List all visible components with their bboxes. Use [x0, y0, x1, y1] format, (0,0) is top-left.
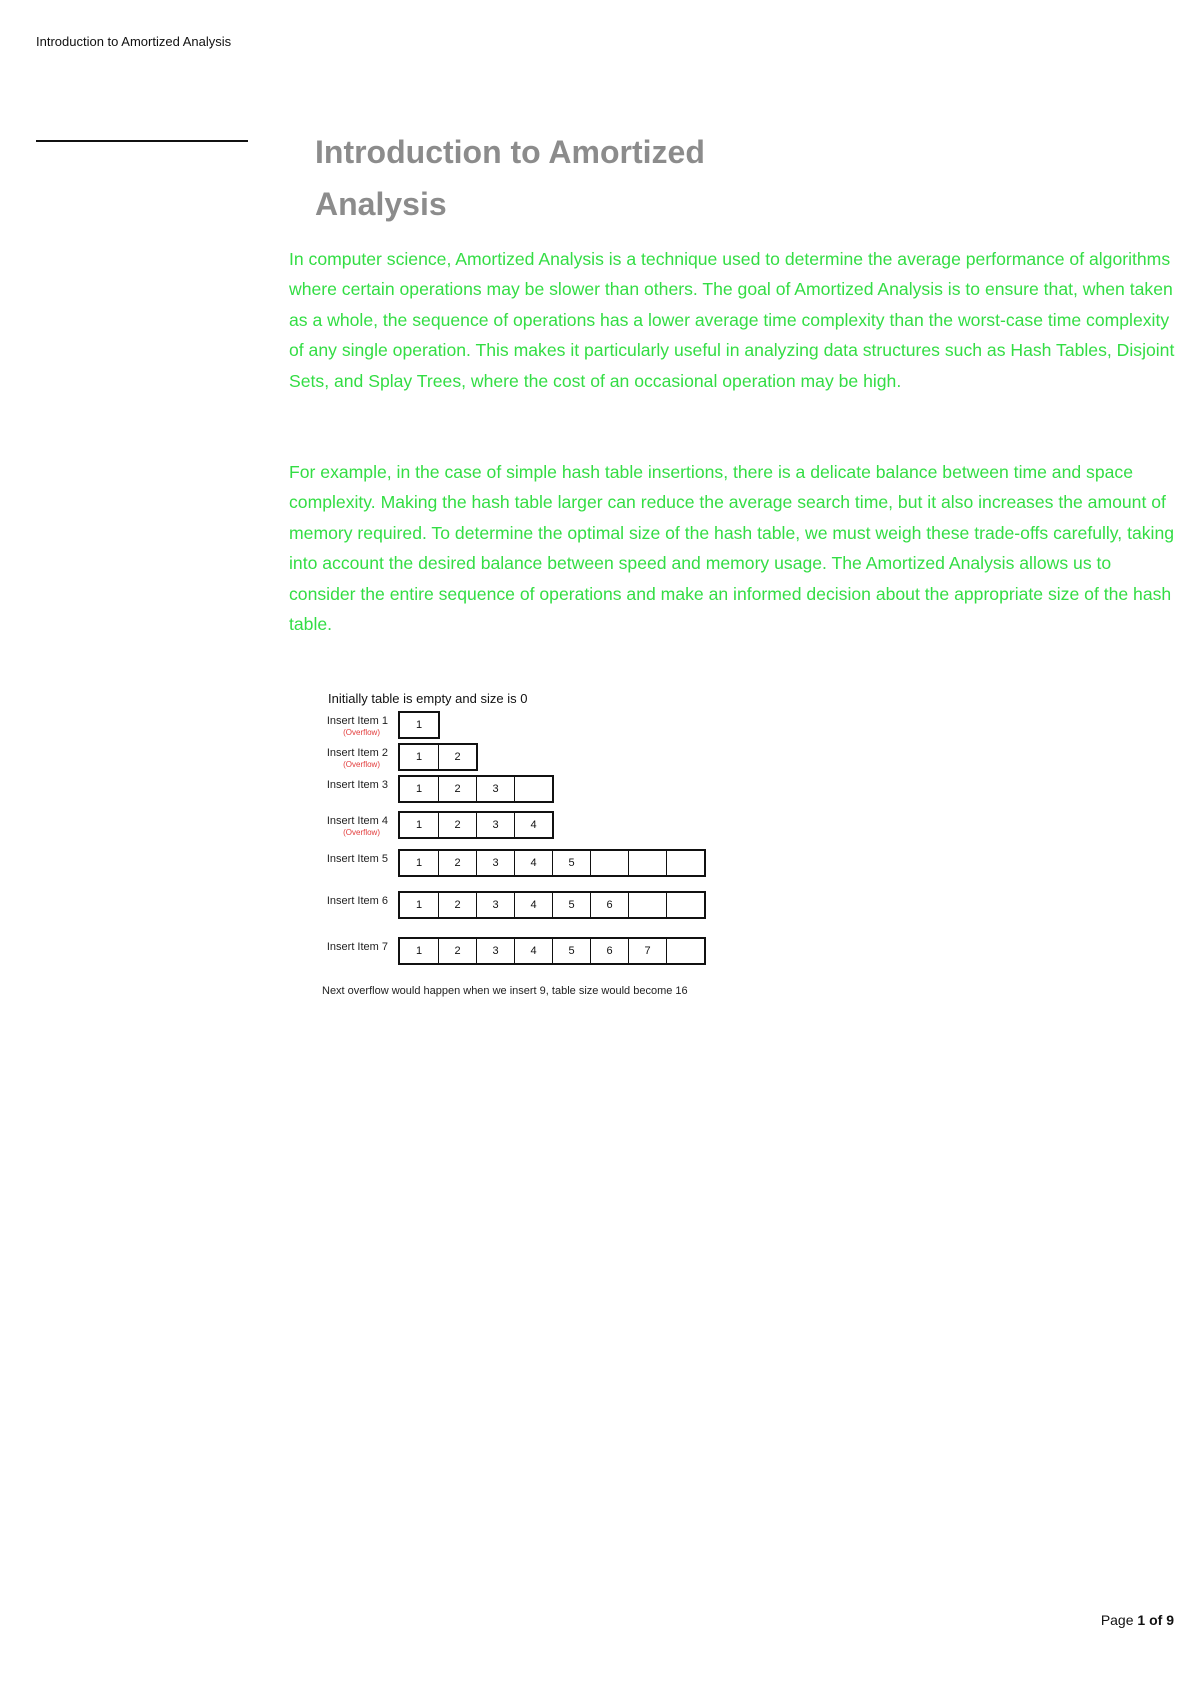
- page-total: 9: [1166, 1612, 1174, 1628]
- hash-table-cell: 3: [476, 777, 514, 801]
- hash-table-cell: [628, 893, 666, 917]
- document-title-line-1: Introduction to Amortized: [315, 134, 705, 170]
- hash-table-array: [398, 811, 554, 839]
- hash-table-cell: 4: [514, 851, 552, 875]
- hash-table-cell: 1: [415, 857, 423, 869]
- figure-row: [318, 891, 718, 931]
- running-header: Introduction to Amortized Analysis: [36, 34, 232, 49]
- hash-table-cell: [514, 777, 552, 801]
- hash-table-cell: [666, 939, 704, 963]
- figure-row: [318, 937, 718, 977]
- page-of: of: [1149, 1612, 1163, 1628]
- hash-table-cell: 3: [476, 939, 514, 963]
- hash-table-array: [398, 775, 554, 803]
- figure-row-label: Insert Item 7: [326, 941, 388, 953]
- hash-table-array: [398, 849, 706, 877]
- page-number: [1101, 1612, 1174, 1628]
- document-title: [315, 126, 775, 230]
- hash-table-array: [398, 891, 706, 919]
- hash-table-cell: 2: [438, 851, 476, 875]
- hash-table-cell: [590, 851, 628, 875]
- hash-table-cell: 6: [590, 893, 628, 917]
- hash-table-cell: 6: [590, 939, 628, 963]
- figure-row-label: Insert Item 1: [326, 715, 388, 727]
- hash-table-cell: 4: [514, 939, 552, 963]
- hash-table-cell: 7: [628, 939, 666, 963]
- page-label: Page: [1100, 1612, 1134, 1628]
- body-paragraph-2: For example, in the case of simple hash table insertions, there is a delicate balance between time and space complexity. Making the hash table larger can reduce the average search time, but it also increases the amount of memory required. To determine the optimal size of the hash table, we must weigh these trade-offs carefully, taking into account the desired balance between speed and memory usage. The Amortized Analysis allows us to consider the entire sequence of operations and make an informed decision about the appropriate size of the hash table.: [289, 462, 1175, 635]
- figure-row-label: Insert Item 5: [326, 853, 388, 865]
- hash-table-cell: 2: [438, 777, 476, 801]
- hash-table-cell: 5: [552, 893, 590, 917]
- hash-table-array: [398, 711, 440, 739]
- page-current: 1: [1137, 1612, 1146, 1628]
- figure-row: [318, 849, 718, 889]
- document-title-line-2: Analysis: [315, 186, 447, 222]
- figure-row-label: Insert Item 2: [326, 747, 388, 759]
- hash-table-cell: 5: [552, 851, 590, 875]
- figure-row-label: Insert Item 6: [326, 895, 388, 907]
- side-rule: [36, 140, 248, 142]
- hash-table-cell: 1: [415, 719, 423, 731]
- hash-table-figure: [318, 685, 718, 1005]
- hash-table-cell: 1: [415, 819, 423, 831]
- hash-table-cell: 2: [438, 813, 476, 837]
- figure-footnote: Next overflow would happen when we insert 9, table size would become 16: [322, 985, 688, 997]
- hash-table-cell: 2: [438, 745, 476, 769]
- body-paragraph-1: In computer science, Amortized Analysis is a technique used to determine the average performance of algorithms where certain operations may be slower than others. The goal of Amortized Analysis is to ensure that, when taken as a whole, the sequence of operations has a lower average time complexity than the worst-case time complexity of any single operation. This makes it particularly useful in analyzing data structures such as Hash Tables, Disjoint Sets, and Splay Trees, where the cost of an occasional operation may be high.: [289, 249, 1175, 391]
- hash-table-cell: 4: [514, 813, 552, 837]
- hash-table-cell: 1: [415, 945, 423, 957]
- hash-table-cell: 2: [438, 939, 476, 963]
- figure-row: [318, 811, 718, 851]
- figure-row-overflow-note: (Overflow): [343, 760, 380, 769]
- hash-table-array: [398, 743, 478, 771]
- figure-row: [318, 775, 718, 815]
- hash-table-cell: 1: [415, 899, 423, 911]
- figure-caption: Initially table is empty and size is 0: [328, 691, 528, 706]
- hash-table-cell: [666, 851, 704, 875]
- hash-table-cell: 3: [476, 813, 514, 837]
- hash-table-cell: 1: [415, 751, 423, 763]
- hash-table-cell: 3: [476, 893, 514, 917]
- figure-row-overflow-note: (Overflow): [343, 728, 380, 737]
- hash-table-cell: 5: [552, 939, 590, 963]
- figure-row-label: Insert Item 4: [326, 815, 388, 827]
- hash-table-cell: [666, 893, 704, 917]
- hash-table-cell: 3: [476, 851, 514, 875]
- hash-table-cell: 2: [438, 893, 476, 917]
- hash-table-cell: [628, 851, 666, 875]
- figure-row-overflow-note: (Overflow): [343, 828, 380, 837]
- figure-row-label: Insert Item 3: [326, 779, 388, 791]
- hash-table-array: [398, 937, 706, 965]
- hash-table-cell: 1: [415, 783, 423, 795]
- hash-table-cell: 4: [514, 893, 552, 917]
